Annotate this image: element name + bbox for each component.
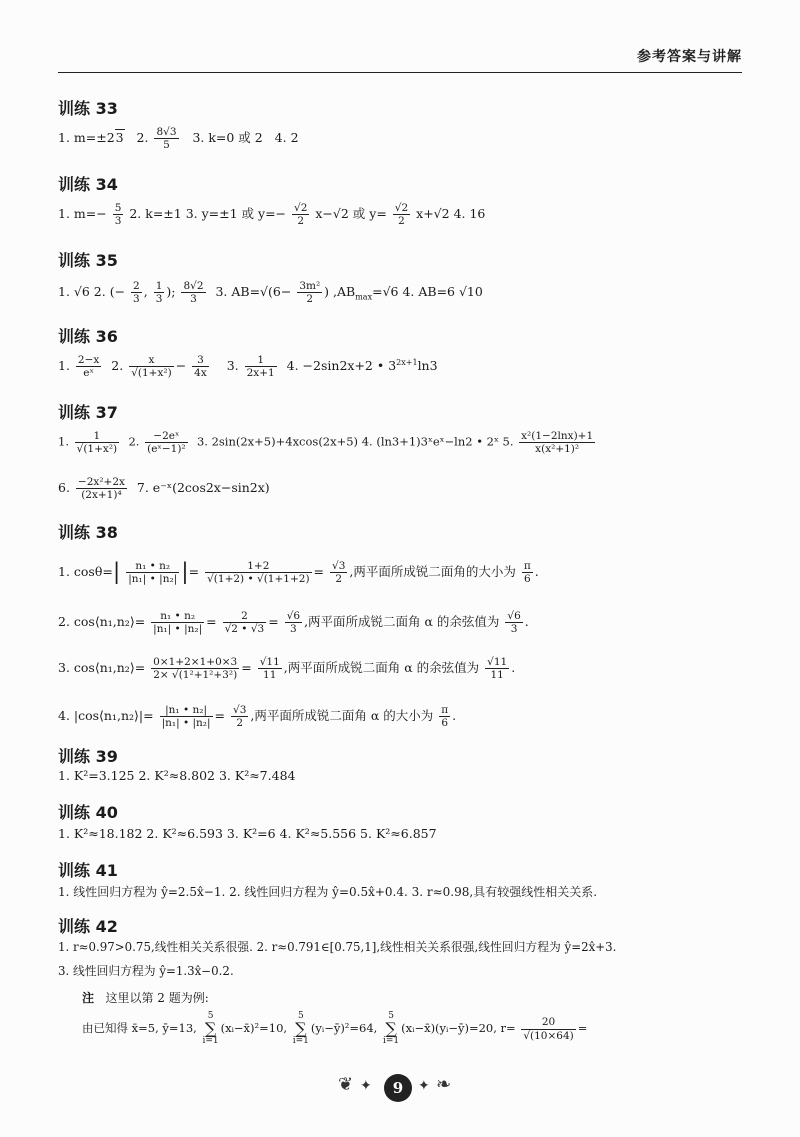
fraction xyxy=(223,610,267,635)
answer-text: ,两平面所成锐二面角 α 的余弦值为 xyxy=(283,660,480,676)
fraction xyxy=(129,354,174,379)
sum-lower: i=1 xyxy=(292,1036,309,1046)
answer-text: = xyxy=(268,614,279,630)
star-ornament-icon: ✦ xyxy=(360,1078,372,1094)
denominator: √(1+2) • √(1+1+2) xyxy=(207,573,310,586)
answer-text: (yᵢ−ȳ)²=64, xyxy=(310,1021,378,1035)
fraction xyxy=(126,560,179,585)
denominator: √(10×64) xyxy=(523,1029,574,1042)
sum-lower: i=1 xyxy=(202,1036,219,1046)
fraction xyxy=(439,704,450,729)
section-title: 训练 40 xyxy=(58,803,118,822)
answer-text: 3. 2sin(2x+5)+4xcos(2x+5) 4. (ln3+1)3ˣeˣ−ln2 • 2ˣ 5. xyxy=(196,434,514,449)
subscript: max xyxy=(355,292,373,302)
fraction xyxy=(205,560,311,585)
numerator: 2 xyxy=(223,610,267,623)
denominator: 11 xyxy=(263,669,277,682)
denominator: 3 xyxy=(155,293,163,306)
fraction xyxy=(75,430,120,455)
answer-text: = xyxy=(313,564,325,580)
numerator: π xyxy=(441,704,449,716)
answer-text: ,两平面所成锐二面角 α 的大小为 xyxy=(250,708,434,724)
fraction xyxy=(131,280,142,305)
answer-line: 1. r≈0.97>0.75,线性相关关系很强. 2. r≈0.791∈[0.75,1],线性相关关系很强,线性回归方程为 ŷ=2x̂+3. xyxy=(58,940,617,954)
sum-symbol xyxy=(383,1012,399,1046)
numerator: √6 xyxy=(286,610,301,622)
denominator: 2 xyxy=(306,293,314,306)
numerator: √11 xyxy=(259,656,280,668)
fraction xyxy=(505,610,522,635)
numerator: 1+2 xyxy=(205,560,311,573)
section-title: 训练 35 xyxy=(58,251,118,270)
fraction xyxy=(160,704,213,729)
numerator: 3m² xyxy=(299,280,321,292)
answer-text: ); xyxy=(166,284,176,300)
page-footer xyxy=(320,1064,480,1112)
calc-line xyxy=(82,1012,587,1046)
denominator: √(1+x²) xyxy=(131,367,172,380)
numerator: n₁ • n₂ xyxy=(151,610,204,623)
answer-text: (xᵢ−x̄)(yᵢ−ȳ)=20, r= xyxy=(401,1021,516,1035)
answer-text: 7. e⁻ˣ(2cos2x−sin2x) xyxy=(136,480,270,496)
section-title: 训练 38 xyxy=(58,523,118,542)
section-title: 训练 41 xyxy=(58,861,118,880)
numerator: 8√3 xyxy=(156,126,177,138)
denominator: 3 xyxy=(114,215,122,228)
answer-text: 1. √6 2. (− xyxy=(58,284,126,300)
answer-text: . xyxy=(511,660,516,676)
fraction xyxy=(231,704,248,729)
answer-text: 1. m=− xyxy=(58,206,107,222)
sigma-icon: ∑ xyxy=(295,1019,307,1038)
denominator: 5 xyxy=(163,139,170,152)
answer-text: , xyxy=(143,284,148,300)
sum-lower: i=1 xyxy=(383,1036,400,1046)
sum-symbol xyxy=(202,1012,218,1046)
numerator: 1 xyxy=(245,354,277,367)
sum-symbol xyxy=(293,1012,309,1046)
answer-text: 由已知得 x̄=5, ȳ=13, xyxy=(82,1021,197,1035)
fraction xyxy=(292,202,309,227)
answer-text: . xyxy=(524,614,529,630)
numerator: 2−x xyxy=(77,354,100,366)
answer-text: ,两平面所成锐二面角的大小为 xyxy=(349,564,516,580)
fraction xyxy=(393,202,410,227)
numerator: 8√2 xyxy=(183,280,204,292)
header-title: 参考答案与讲解 xyxy=(637,49,742,65)
section-title: 训练 42 xyxy=(58,917,118,936)
numerator: 2 xyxy=(133,280,140,292)
denominator: 3 xyxy=(290,623,297,636)
fraction xyxy=(154,126,178,151)
fraction xyxy=(258,656,282,681)
answer-text: = xyxy=(214,708,226,724)
denominator: 4x xyxy=(194,367,207,380)
numerator: −2eˣ xyxy=(145,430,188,443)
fraction xyxy=(76,476,127,501)
denominator: (eˣ−1)² xyxy=(147,443,186,456)
numerator: √11 xyxy=(487,656,508,668)
denominator: √(1+x²) xyxy=(76,443,118,456)
fraction xyxy=(145,430,188,455)
numerator: π xyxy=(523,560,531,572)
answer-text: 3. AB=√(6− xyxy=(215,284,292,300)
denominator: 2 xyxy=(297,215,305,228)
denominator: x(x²+1)² xyxy=(535,443,580,456)
answer-text: 3. k=0 或 2 xyxy=(192,130,263,146)
answer-line xyxy=(58,560,539,585)
abs-bar: | xyxy=(181,559,189,585)
answer-text: − xyxy=(175,358,187,374)
fraction xyxy=(522,560,533,585)
section-title: 训练 36 xyxy=(58,327,118,346)
fraction xyxy=(285,610,302,635)
page-number: 9 xyxy=(384,1074,412,1102)
denominator: 6 xyxy=(441,717,449,730)
fraction xyxy=(76,354,101,379)
sqrt-term: 3 xyxy=(115,130,124,146)
fraction xyxy=(521,1016,575,1041)
section-title: 训练 39 xyxy=(58,747,118,766)
denominator: |n₁| • |n₂| xyxy=(128,573,178,586)
answer-text: 1. xyxy=(58,434,69,449)
superscript: 2x+1 xyxy=(396,357,418,367)
answer-text: 4. |cos⟨n₁,n₂⟩|= xyxy=(58,708,154,724)
denominator: 2× √(1²+1²+3²) xyxy=(153,669,238,682)
answer-text: (xᵢ−x̄)²=10, xyxy=(220,1021,288,1035)
sum-upper: 5 xyxy=(207,1011,214,1021)
answer-text: x+√2 4. 16 xyxy=(416,206,486,222)
numerator: √6 xyxy=(507,610,521,622)
note-text: 这里以第 2 题为例: xyxy=(105,991,209,1005)
denominator: 2 xyxy=(398,215,405,228)
answer-line xyxy=(58,476,270,501)
numerator: x²(1−2lnx)+1 xyxy=(521,430,594,442)
answer-text: =√6 4. AB=6 √10 xyxy=(372,284,483,300)
denominator: 6 xyxy=(523,573,531,586)
fraction xyxy=(181,280,205,305)
section-title: 训练 34 xyxy=(58,175,118,194)
numerator: 1 xyxy=(155,280,163,292)
fraction xyxy=(330,560,347,585)
numerator: |n₁ • n₂| xyxy=(160,704,213,717)
answer-text: 1. cosθ= xyxy=(58,564,113,580)
fraction xyxy=(485,656,509,681)
answer-line xyxy=(58,354,438,379)
numerator: √3 xyxy=(332,560,346,572)
denominator: 3 xyxy=(190,293,197,306)
page-header xyxy=(58,44,742,73)
note-label: 注 xyxy=(82,991,95,1005)
section-title: 训练 33 xyxy=(58,99,118,118)
sum-upper: 5 xyxy=(388,1011,394,1021)
answer-text: 3. xyxy=(226,358,239,374)
numerator: 5 xyxy=(114,202,122,214)
answer-line xyxy=(58,610,529,635)
denominator: 3 xyxy=(510,623,518,636)
answer-line: 3. 线性回归方程为 ŷ=1.3x̂−0.2. xyxy=(58,964,234,978)
answer-text: = xyxy=(577,1021,588,1035)
fraction xyxy=(113,202,124,227)
section-title: 训练 37 xyxy=(58,403,118,422)
denominator: √2 • √3 xyxy=(224,623,265,636)
answer-text: 1. m=±2 xyxy=(58,130,115,146)
answer-text: = xyxy=(206,614,217,630)
sum-upper: 5 xyxy=(297,1011,304,1021)
numerator: n₁ • n₂ xyxy=(126,560,179,573)
answer-line: 1. 线性回归方程为 ŷ=2.5x̂−1. 2. 线性回归方程为 ŷ=0.5x̂+0.4. 3. r≈0.98,具有较强线性相关关系. xyxy=(58,885,598,899)
denominator: (2x+1)⁴ xyxy=(81,489,122,502)
fraction xyxy=(519,430,595,455)
denominator: 2 xyxy=(335,573,343,586)
sigma-icon: ∑ xyxy=(204,1019,217,1038)
answer-text: 2. xyxy=(136,130,149,146)
answer-line: 1. K²=3.125 2. K²≈8.802 3. K²≈7.484 xyxy=(58,768,296,783)
numerator: √2 xyxy=(394,202,409,214)
leaf-ornament-icon: ❦ xyxy=(338,1074,354,1095)
denominator: 2x+1 xyxy=(246,367,275,380)
answer-line xyxy=(58,704,456,729)
denominator: |n₁| • |n₂| xyxy=(153,623,203,636)
answer-line xyxy=(58,202,485,227)
fraction xyxy=(297,280,322,305)
answer-text: 2. cos⟨n₁,n₂⟩= xyxy=(58,614,146,630)
answer-text: 3. cos⟨n₁,n₂⟩= xyxy=(58,660,146,676)
numerator: 20 xyxy=(521,1016,575,1029)
numerator: −2x²+2x xyxy=(77,476,125,488)
answer-line xyxy=(58,280,483,305)
denominator: 11 xyxy=(490,669,504,682)
star-ornament-icon: ✦ xyxy=(418,1078,430,1094)
answer-text: ) ,AB xyxy=(324,284,356,300)
denominator: eˣ xyxy=(83,367,94,380)
answer-text: 4. −2sin2x+2 • 3 xyxy=(286,358,397,374)
answer-line xyxy=(58,430,597,455)
numerator: √3 xyxy=(233,704,247,716)
leaf-ornament-icon: ❧ xyxy=(436,1074,452,1095)
answer-text: x−√2 或 y= xyxy=(315,206,387,222)
answer-text: = xyxy=(241,660,252,676)
fraction xyxy=(245,354,277,379)
note-line xyxy=(82,992,209,1004)
numerator: 0×1+2×1+0×3 xyxy=(153,656,238,668)
answer-text: ln3 xyxy=(417,358,438,374)
denominator: 3 xyxy=(133,293,140,306)
numerator: 1 xyxy=(75,430,120,443)
answer-text: 2. k=±1 3. y=±1 或 y=− xyxy=(129,206,287,222)
answer-text: 2. xyxy=(128,434,140,449)
answer-text: . xyxy=(452,708,457,724)
answer-text: 1. xyxy=(58,358,70,374)
fraction xyxy=(192,354,209,379)
denominator: |n₁| • |n₂| xyxy=(161,717,211,730)
sigma-icon: ∑ xyxy=(385,1019,397,1038)
answer-text: 2. xyxy=(111,358,124,374)
answer-text: = xyxy=(188,564,200,580)
fraction xyxy=(154,280,165,305)
fraction xyxy=(151,656,239,681)
denominator: 2 xyxy=(236,717,244,730)
numerator: 3 xyxy=(192,354,209,367)
answer-line xyxy=(58,656,515,681)
answer-text: . xyxy=(534,564,539,580)
fraction xyxy=(151,610,204,635)
answer-text: 4. 2 xyxy=(274,130,299,146)
numerator: x xyxy=(129,354,174,367)
numerator: √2 xyxy=(294,202,308,214)
answer-line xyxy=(58,126,299,151)
answer-line: 1. K²≈18.182 2. K²≈6.593 3. K²=6 4. K²≈5.556 5. K²≈6.857 xyxy=(58,826,437,841)
answer-text: ,两平面所成锐二面角 α 的余弦值为 xyxy=(304,614,500,630)
answer-text: 6. xyxy=(58,480,70,496)
abs-bar: | xyxy=(112,559,121,585)
